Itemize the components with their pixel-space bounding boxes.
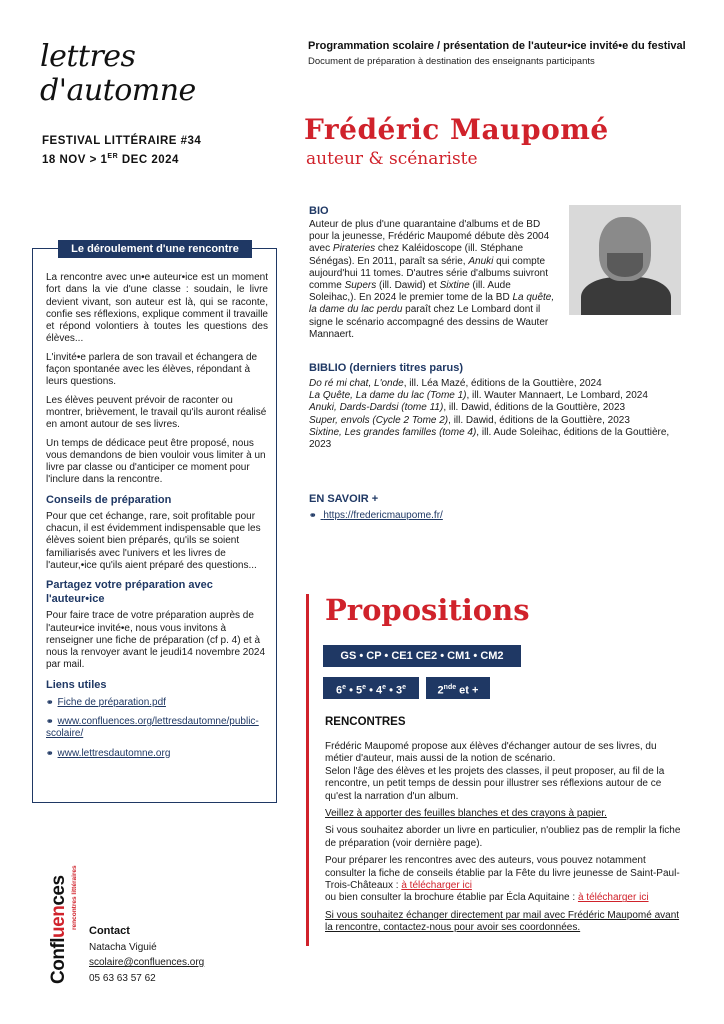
download-fiche-conseils-link[interactable]: à télécharger ici xyxy=(401,880,472,892)
confluences-logo xyxy=(44,858,78,984)
festival-info xyxy=(42,134,201,168)
festival-logo xyxy=(40,39,196,108)
rencontres-text xyxy=(325,741,681,940)
level-badge-lycee: 2nde et + xyxy=(426,677,490,699)
rencontres-paragraph: Selon l'âge des élèves et les projets des classes, il peut proposer, au fil de la rencontre, un petit temps de dessin pour illustrer ses réflexions autour de ce qu'est la narration d'un album. xyxy=(325,765,665,802)
header-title: Programmation scolaire / présentation de l'auteur•ice invité•e du festival xyxy=(308,40,686,52)
confluences-scolaire-link[interactable]: ⚭ www.confluences.org/lettresdautomne/public-scolaire/ xyxy=(46,716,259,740)
logo-line-2: d'automne xyxy=(40,73,196,108)
sidebar-paragraph: Pour que cet échange, rare, soit profitable pour chacun, il est évidemment indispensable que les élèves soient bien préparés, qu'ils se soient familiarisés avec l'univers et les livres de l'auteur,•ice qu'ils aient préparé des questions... xyxy=(46,510,261,571)
contact-block xyxy=(89,924,204,986)
rencontres-paragraph: Frédéric Maupomé propose aux élèves d'échanger autour de ses livres, du métier d'auteur, mais aussi de la notion de scénario. xyxy=(325,741,657,765)
contact-phone: 05 63 63 57 62 xyxy=(89,972,156,984)
festival-date-end: DEC 2024 xyxy=(118,153,179,166)
sidebar-paragraph: L'invité•e parlera de son travail et échangera de façon spontanée avec les élèves, répondant à leurs questions. xyxy=(46,351,258,388)
link-icon: ⚭ xyxy=(309,510,317,520)
rencontres-materials-note: Veillez à apporter des feuilles blanches et des crayons à papier. xyxy=(325,808,607,820)
link-icon: ⚭ xyxy=(46,747,54,758)
partagez-heading: Partagez votre préparation avec l'auteur•ice xyxy=(46,579,213,606)
biblio-list xyxy=(309,378,689,451)
rencontres-contact-note: Si vous souhaitez échanger directement par mail avec Frédéric Maupomé avant la rencontre, contactez-nous pour avoir ses coordonnées. xyxy=(325,909,680,934)
link-icon: ⚭ xyxy=(46,716,54,727)
author-website-link[interactable]: ⚭ https://fredericmaupome.fr/ xyxy=(309,510,443,521)
rencontre-box-title: Le déroulement d'une rencontre xyxy=(58,240,252,258)
biblio-item: Super, envols (Cycle 2 Tome 2), ill. Dawid, éditions de la Gouttière, 2023 xyxy=(309,414,630,426)
biblio-item: La Quête, La dame du lac (Tome 1), ill. Wauter Mannaert, Le Lombard, 2024 xyxy=(309,390,648,402)
rencontre-box-content xyxy=(46,272,268,766)
download-brochure-link[interactable]: à télécharger ici xyxy=(577,892,649,904)
festival-dates xyxy=(42,149,201,168)
author-name: Frédéric Maupomé xyxy=(304,113,609,146)
bio-heading: BIO xyxy=(309,205,329,217)
liens-heading: Liens utiles xyxy=(46,678,107,691)
level-badge-college: 6e • 5e • 4e • 3e xyxy=(323,677,419,699)
propositions-heading: Propositions xyxy=(325,593,530,627)
rencontres-paragraph: Pour préparer les rencontres avec des auteurs, vous pouvez notamment consulter la fiche de conseils établie par la Fête du livre jeunesse de Saint-Paul-Trois-Châteaux : à télécharger ici xyxy=(325,855,680,892)
rencontres-paragraph: ou bien consulter la brochure établie par Écla Aquitaine : à télécharger ici xyxy=(325,892,649,904)
author-photo xyxy=(569,205,681,315)
biblio-item: Do ré mi chat, L'onde, ill. Léa Mazé, éditions de la Gouttière, 2024 xyxy=(309,378,602,389)
festival-date-start: 18 NOV > 1 xyxy=(42,153,108,166)
bio-text: Auteur de plus d'une quarantaine d'albums et de BD pour la jeunesse, Frédéric Maupomé débute dès 2004 avec Pirateries chez Kaléidoscope (ill. Stéphane Sénégas). En 2011, paraît sa série, Anuki qui compte aujourd'hui 11 tomes. D'autres série d'albums suivront comme Supers (ill. Dawid) et Sixtine (ill. Aude Soleihac,). En 2024 le premier tome de la BD La quête, la dame du lac perdu paraît chez Le Lombard dont il signe le scénario accompagné des dessins de Wauter Mannaert. xyxy=(309,219,681,341)
festival-date-sup: ER xyxy=(107,153,119,160)
contact-name: Natacha Viguié xyxy=(89,941,157,953)
rencontres-heading: RENCONTRES xyxy=(325,716,406,728)
fiche-preparation-link[interactable]: ⚭ Fiche de préparation.pdf xyxy=(46,696,166,708)
festival-edition: FESTIVAL LITTÉRAIRE #34 xyxy=(42,135,202,147)
biblio-heading: BIBLIO (derniers titres parus) xyxy=(309,362,464,374)
propositions-accent-bar xyxy=(306,594,309,946)
biblio-item: Sixtine, Les grandes familles (tome 4), ill. Aude Soleihac, éditions de la Gouttière, 2023 xyxy=(309,426,670,451)
logo-line-1: lettres xyxy=(40,39,136,74)
savoir-heading: EN SAVOIR + xyxy=(309,493,379,505)
biblio-item: Anuki, Dards-Dardsi (tome 11), ill. Dawid, éditions de la Gouttière, 2023 xyxy=(309,402,626,414)
sidebar-paragraph: Pour faire trace de votre préparation auprès de l'auteur•ice invité•e, nous vous invitons à renseigner une fiche de préparation (cf p. 4) et à nous la renvoyer avant le jeudi14 novembre 2024 par mail. xyxy=(46,610,266,671)
sidebar-paragraph: Les élèves peuvent prévoir de raconter ou montrer, brièvement, le travail qu'ils auront réalisé en amont autour de ses livres. xyxy=(46,394,267,431)
lettresdautomne-link[interactable]: ⚭ www.lettresdautomne.org xyxy=(46,747,171,759)
contact-heading: Contact xyxy=(89,925,130,937)
sidebar-paragraph: Un temps de dédicace peut être proposé, nous vous demandons de bien vouloir vous limiter à un livre par classe ou d'anticiper ce moment pour l'inclure dans la rencontre. xyxy=(46,437,266,486)
level-badge-primaire: GS • CP • CE1 CE2 • CM1 • CM2 xyxy=(323,645,521,667)
confluences-tagline: rencontres littéraires xyxy=(71,865,78,930)
contact-email-link[interactable]: scolaire@confluences.org xyxy=(89,957,205,968)
confluences-wordmark: Confluences xyxy=(48,875,69,984)
author-role: auteur & scénariste xyxy=(306,149,478,169)
rencontres-paragraph: Si vous souhaitez aborder un livre en particulier, n'oubliez pas de remplir la fiche de préparation (voir dernière page). xyxy=(325,825,681,849)
header-subtitle: Document de préparation à destination des enseignants participants xyxy=(308,56,595,67)
document-header xyxy=(308,39,698,69)
conseils-heading: Conseils de préparation xyxy=(46,493,172,506)
link-icon: ⚭ xyxy=(46,696,54,707)
sidebar-paragraph: La rencontre avec un•e auteur•ice est un moment fort dans la vie d'une classe : soudain, le livre devient vivant, son auteur est là, qui se raconte, confie ses réflexions, explique comment il travaille et répond volontiers à toutes les questions des élèves... xyxy=(46,272,268,345)
